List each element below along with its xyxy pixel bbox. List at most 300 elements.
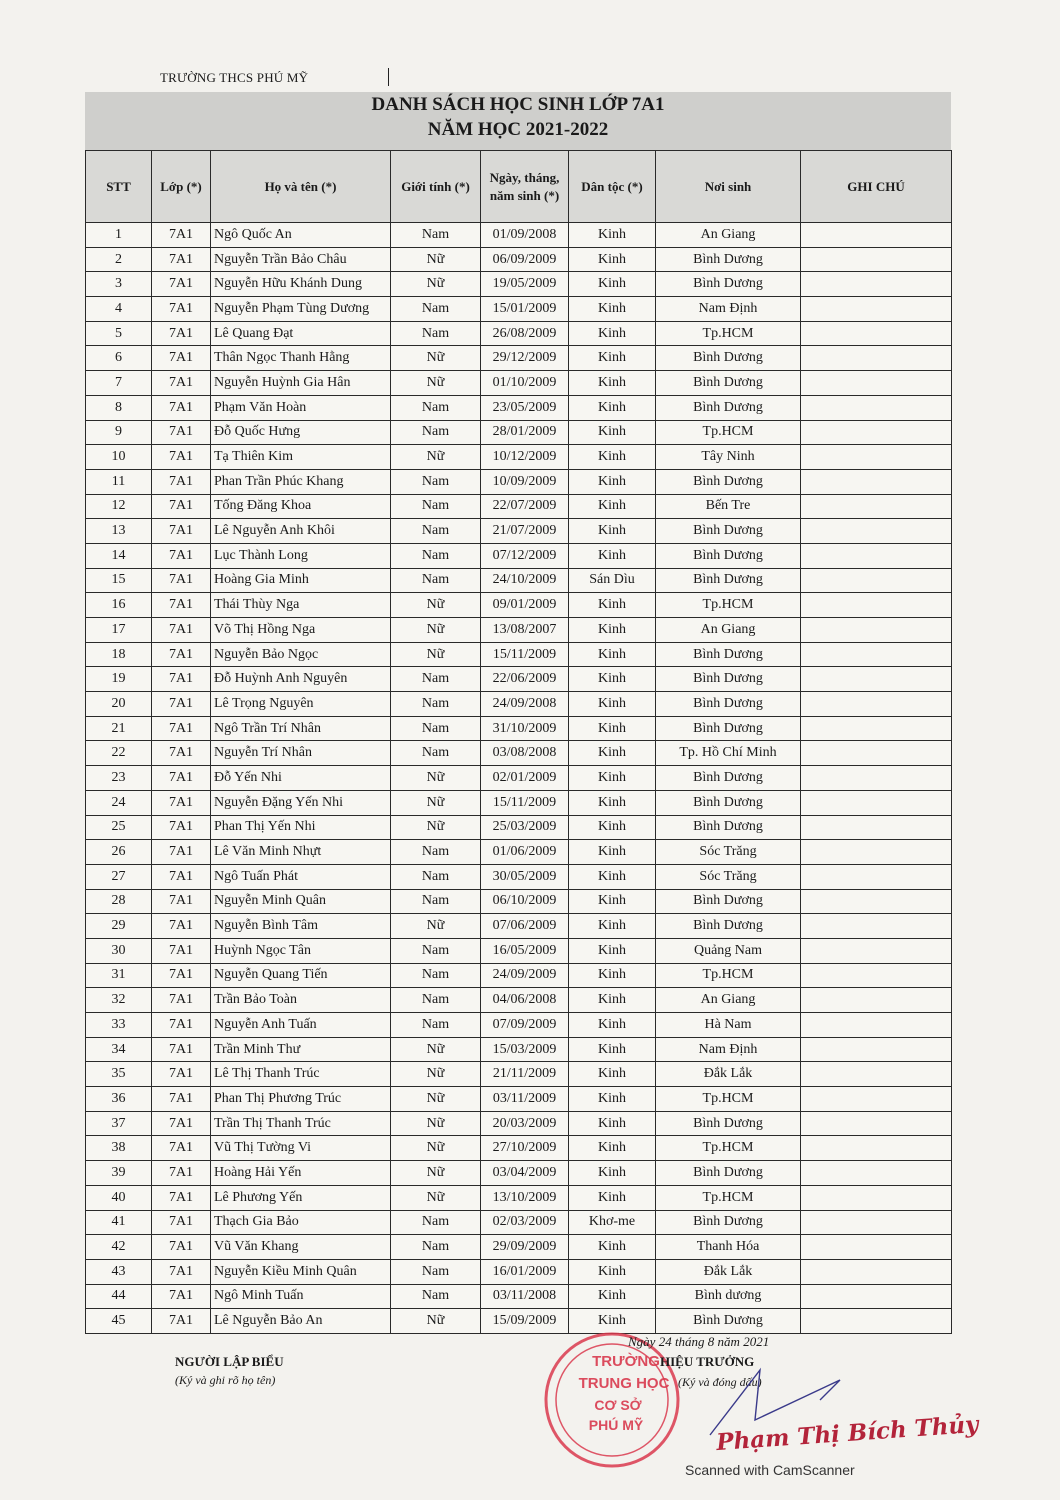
cell-name: Nguyễn Minh Quân [211,889,391,914]
cell-ethnicity: Kinh [569,988,656,1013]
cell-gender: Nam [391,692,481,717]
table-row [86,1309,952,1334]
table-row [86,593,952,618]
cell-stt: 20 [86,692,152,717]
cell-ethnicity: Kinh [569,247,656,272]
stamp-line-1: TRƯỜNG [592,1353,660,1370]
cell-birthplace: An Giang [656,988,801,1013]
cell-gender: Nam [391,223,481,248]
cell-name: Phan Thị Phương Trúc [211,1087,391,1112]
cell-class: 7A1 [152,1161,211,1186]
cell-birthdate: 16/05/2009 [481,938,569,963]
cell-name: Nguyễn Bình Tâm [211,914,391,939]
cell-gender: Nam [391,840,481,865]
cell-ethnicity: Kinh [569,445,656,470]
table-row [86,864,952,889]
cell-notes [801,445,952,470]
table-row [86,741,952,766]
cell-ethnicity: Kinh [569,223,656,248]
cell-class: 7A1 [152,494,211,519]
cell-ethnicity: Kinh [569,1136,656,1161]
col-header-ethnicity: Dân tộc (*) [569,151,656,223]
cell-ethnicity: Kinh [569,1037,656,1062]
cell-ethnicity: Kinh [569,1235,656,1260]
cell-birthplace: Tp.HCM [656,1136,801,1161]
cell-class: 7A1 [152,1210,211,1235]
cell-gender: Nữ [391,1062,481,1087]
cell-class: 7A1 [152,519,211,544]
table-row [86,692,952,717]
cell-birthplace: Bình Dương [656,568,801,593]
cell-gender: Nữ [391,1309,481,1334]
cell-class: 7A1 [152,692,211,717]
cell-notes [801,692,952,717]
cell-stt: 45 [86,1309,152,1334]
table-row [86,223,952,248]
cell-name: Ngô Minh Tuấn [211,1284,391,1309]
table-row [86,247,952,272]
cell-name: Nguyễn Đặng Yến Nhi [211,790,391,815]
cell-name: Nguyễn Bảo Ngọc [211,642,391,667]
cell-birthplace: Đắk Lắk [656,1259,801,1284]
cell-gender: Nam [391,297,481,322]
cell-stt: 38 [86,1136,152,1161]
cell-class: 7A1 [152,1309,211,1334]
cell-birthplace: Tp.HCM [656,593,801,618]
cell-gender: Nam [391,469,481,494]
cell-ethnicity: Kinh [569,395,656,420]
table-row [86,840,952,865]
cell-birthdate: 10/09/2009 [481,469,569,494]
cell-class: 7A1 [152,1111,211,1136]
cell-gender: Nam [391,864,481,889]
cell-stt: 6 [86,346,152,371]
cell-birthdate: 19/05/2009 [481,272,569,297]
cell-ethnicity: Kinh [569,321,656,346]
table-row [86,469,952,494]
cell-ethnicity: Kinh [569,1259,656,1284]
cell-birthplace: Bình Dương [656,1161,801,1186]
cell-gender: Nữ [391,1087,481,1112]
cell-name: Lê Văn Minh Nhựt [211,840,391,865]
table-row [86,568,952,593]
cell-birthplace: Bình Dương [656,692,801,717]
cell-birthplace: Bình Dương [656,766,801,791]
cell-gender: Nam [391,395,481,420]
cell-birthdate: 15/09/2009 [481,1309,569,1334]
cell-birthdate: 07/06/2009 [481,914,569,939]
cell-notes [801,988,952,1013]
cell-name: Ngô Quốc An [211,223,391,248]
table-row [86,889,952,914]
cell-ethnicity: Kinh [569,519,656,544]
cell-birthdate: 15/11/2009 [481,642,569,667]
cell-stt: 23 [86,766,152,791]
cell-class: 7A1 [152,445,211,470]
cell-birthdate: 20/03/2009 [481,1111,569,1136]
cell-class: 7A1 [152,963,211,988]
cell-class: 7A1 [152,938,211,963]
cell-birthdate: 15/01/2009 [481,297,569,322]
table-row [86,1259,952,1284]
cell-gender: Nữ [391,1161,481,1186]
principal-role: HIỆU TRƯỞNG [660,1354,755,1369]
cell-name: Thân Ngọc Thanh Hằng [211,346,391,371]
cell-gender: Nữ [391,371,481,396]
cell-birthdate: 01/10/2009 [481,371,569,396]
cell-birthdate: 15/11/2009 [481,790,569,815]
cell-birthdate: 22/06/2009 [481,667,569,692]
cell-class: 7A1 [152,864,211,889]
student-table [85,150,952,1334]
cell-ethnicity: Kinh [569,272,656,297]
cell-birthplace: Bình Dương [656,790,801,815]
cell-ethnicity: Kinh [569,593,656,618]
cell-birthdate: 13/10/2009 [481,1185,569,1210]
cell-stt: 29 [86,914,152,939]
cell-birthdate: 03/08/2008 [481,741,569,766]
cell-birthdate: 31/10/2009 [481,716,569,741]
cell-birthplace: Sóc Trăng [656,864,801,889]
cell-ethnicity: Kinh [569,815,656,840]
table-row [86,766,952,791]
cell-ethnicity: Kinh [569,346,656,371]
cell-name: Hoàng Gia Minh [211,568,391,593]
cell-name: Trần Bảo Toàn [211,988,391,1013]
cell-class: 7A1 [152,840,211,865]
cell-birthplace: Đắk Lắk [656,1062,801,1087]
cell-birthdate: 26/08/2009 [481,321,569,346]
cell-gender: Nam [391,568,481,593]
cell-birthplace: Bình Dương [656,642,801,667]
cell-gender: Nữ [391,272,481,297]
cell-class: 7A1 [152,1087,211,1112]
stamp-line-2: TRUNG HỌC [578,1375,670,1392]
cell-gender: Nữ [391,1185,481,1210]
cell-class: 7A1 [152,1235,211,1260]
cell-notes [801,223,952,248]
cell-class: 7A1 [152,815,211,840]
cell-gender: Nữ [391,247,481,272]
table-row [86,420,952,445]
cell-notes [801,1087,952,1112]
cell-gender: Nam [391,963,481,988]
cell-ethnicity: Kinh [569,1161,656,1186]
table-row [86,1037,952,1062]
cell-birthdate: 13/08/2007 [481,618,569,643]
cell-class: 7A1 [152,543,211,568]
stamp-line-3: CƠ SỞ [594,1397,642,1413]
col-header-notes: GHI CHÚ [801,151,952,223]
table-row [86,914,952,939]
cell-notes [801,395,952,420]
cell-gender: Nữ [391,346,481,371]
cell-birthplace: Tây Ninh [656,445,801,470]
cell-notes [801,766,952,791]
cell-stt: 34 [86,1037,152,1062]
cell-gender: Nữ [391,1136,481,1161]
cell-gender: Nam [391,938,481,963]
cell-stt: 30 [86,938,152,963]
cell-notes [801,1185,952,1210]
signing-date: Ngày 24 tháng 8 năm 2021 [628,1334,770,1349]
cell-class: 7A1 [152,1136,211,1161]
cell-name: Đỗ Huỳnh Anh Nguyên [211,667,391,692]
cell-name: Vũ Thị Tường Vi [211,1136,391,1161]
cell-name: Lê Nguyễn Bảo An [211,1309,391,1334]
cell-birthdate: 29/12/2009 [481,346,569,371]
cell-stt: 40 [86,1185,152,1210]
cell-birthplace: Bình Dương [656,815,801,840]
cell-stt: 35 [86,1062,152,1087]
cell-name: Trần Thị Thanh Trúc [211,1111,391,1136]
cell-gender: Nam [391,420,481,445]
cell-gender: Nam [391,519,481,544]
cell-gender: Nữ [391,1111,481,1136]
cell-notes [801,371,952,396]
cell-notes [801,568,952,593]
cell-birthplace: Bình Dương [656,519,801,544]
cell-class: 7A1 [152,247,211,272]
table-row [86,1013,952,1038]
cell-notes [801,1161,952,1186]
cell-class: 7A1 [152,1185,211,1210]
cell-birthplace: Tp.HCM [656,1185,801,1210]
cell-class: 7A1 [152,346,211,371]
cell-birthplace: Bình Dương [656,469,801,494]
cell-stt: 36 [86,1087,152,1112]
cell-class: 7A1 [152,889,211,914]
cell-gender: Nam [391,1210,481,1235]
school-year: NĂM HỌC 2021-2022 [427,119,609,140]
cell-notes [801,864,952,889]
cell-ethnicity: Kinh [569,692,656,717]
school-name: TRƯỜNG THCS PHÚ MỸ [160,70,309,85]
cell-stt: 11 [86,469,152,494]
cell-birthdate: 23/05/2009 [481,395,569,420]
cell-ethnicity: Sán Dìu [569,568,656,593]
table-row [86,938,952,963]
table-row [86,519,952,544]
cell-birthdate: 02/03/2009 [481,1210,569,1235]
cell-birthdate: 15/03/2009 [481,1037,569,1062]
cell-birthplace: Bình Dương [656,371,801,396]
table-row [86,297,952,322]
preparer-hint: (Ký và ghi rõ họ tên) [175,1373,276,1387]
cell-class: 7A1 [152,618,211,643]
cell-birthdate: 27/10/2009 [481,1136,569,1161]
cell-gender: Nam [391,321,481,346]
cell-stt: 39 [86,1161,152,1186]
cell-name: Nguyễn Kiều Minh Quân [211,1259,391,1284]
cell-notes [801,1037,952,1062]
cell-stt: 4 [86,297,152,322]
cell-stt: 14 [86,543,152,568]
cell-gender: Nam [391,1284,481,1309]
cell-birthdate: 06/10/2009 [481,889,569,914]
cell-stt: 37 [86,1111,152,1136]
cell-class: 7A1 [152,568,211,593]
cell-stt: 5 [86,321,152,346]
cell-gender: Nữ [391,815,481,840]
cell-class: 7A1 [152,469,211,494]
cell-ethnicity: Kinh [569,914,656,939]
cell-stt: 33 [86,1013,152,1038]
cell-class: 7A1 [152,1284,211,1309]
preparer-role: NGƯỜI LẬP BIỂU [175,1354,284,1369]
principal-hint: (Ký và đóng dấu) [678,1375,762,1389]
cell-notes [801,1235,952,1260]
cell-ethnicity: Kinh [569,889,656,914]
cell-notes [801,247,952,272]
cell-notes [801,420,952,445]
cell-notes [801,642,952,667]
cell-notes [801,519,952,544]
cell-ethnicity: Kinh [569,667,656,692]
table-row [86,371,952,396]
cell-name: Huỳnh Ngọc Tân [211,938,391,963]
cell-stt: 17 [86,618,152,643]
col-header-stt: STT [86,151,152,223]
cell-ethnicity: Kinh [569,543,656,568]
table-row [86,1161,952,1186]
cell-stt: 25 [86,815,152,840]
cell-name: Ngô Tuấn Phát [211,864,391,889]
cell-birthplace: Bến Tre [656,494,801,519]
cell-name: Võ Thị Hồng Nga [211,618,391,643]
cell-notes [801,1111,952,1136]
table-row [86,543,952,568]
cell-name: Tạ Thiên Kim [211,445,391,470]
cell-ethnicity: Kinh [569,1062,656,1087]
cell-birthdate: 10/12/2009 [481,445,569,470]
cell-notes [801,297,952,322]
cell-notes [801,469,952,494]
cell-notes [801,1259,952,1284]
stamp-line-4: PHÚ MỸ [588,1417,644,1433]
cell-birthdate: 24/10/2009 [481,568,569,593]
cell-birthdate: 24/09/2009 [481,963,569,988]
cell-gender: Nữ [391,593,481,618]
cell-ethnicity: Kinh [569,642,656,667]
table-row [86,1284,952,1309]
table-row [86,716,952,741]
cell-notes [801,321,952,346]
cell-birthdate: 04/06/2008 [481,988,569,1013]
cell-class: 7A1 [152,988,211,1013]
table-row [86,642,952,667]
cell-birthplace: Tp.HCM [656,420,801,445]
cell-notes [801,1309,952,1334]
cell-class: 7A1 [152,395,211,420]
cell-name: Nguyễn Quang Tiến [211,963,391,988]
cell-name: Phan Trần Phúc Khang [211,469,391,494]
cell-notes [801,593,952,618]
cell-birthplace: Bình Dương [656,1309,801,1334]
cell-name: Vũ Văn Khang [211,1235,391,1260]
cell-class: 7A1 [152,716,211,741]
cell-birthplace: Bình Dương [656,543,801,568]
cell-gender: Nam [391,716,481,741]
table-row [86,1062,952,1087]
cell-stt: 2 [86,247,152,272]
cell-gender: Nữ [391,642,481,667]
cell-gender: Nam [391,667,481,692]
cell-gender: Nam [391,543,481,568]
cell-birthdate: 21/07/2009 [481,519,569,544]
cell-class: 7A1 [152,321,211,346]
cell-birthplace: Sóc Trăng [656,840,801,865]
cell-notes [801,543,952,568]
cell-stt: 42 [86,1235,152,1260]
cell-name: Lê Quang Đạt [211,321,391,346]
cell-birthdate: 24/09/2008 [481,692,569,717]
cell-notes [801,716,952,741]
cell-name: Nguyễn Trí Nhân [211,741,391,766]
cell-notes [801,1136,952,1161]
cell-birthdate: 21/11/2009 [481,1062,569,1087]
table-row [86,272,952,297]
cell-notes [801,1210,952,1235]
cell-class: 7A1 [152,790,211,815]
cell-stt: 44 [86,1284,152,1309]
cell-ethnicity: Kinh [569,1087,656,1112]
cell-birthdate: 22/07/2009 [481,494,569,519]
table-row [86,963,952,988]
cell-ethnicity: Kinh [569,420,656,445]
cell-stt: 31 [86,963,152,988]
col-header-name: Họ và tên (*) [211,151,391,223]
cell-name: Nguyễn Anh Tuấn [211,1013,391,1038]
cell-name: Lục Thành Long [211,543,391,568]
cell-gender: Nam [391,1013,481,1038]
table-row [86,815,952,840]
cell-name: Nguyễn Hữu Khánh Dung [211,272,391,297]
cell-birthplace: Nam Định [656,297,801,322]
cell-ethnicity: Kinh [569,371,656,396]
cell-birthplace: Bình Dương [656,1111,801,1136]
cell-notes [801,667,952,692]
table-header-row [86,151,952,223]
table-row [86,445,952,470]
cell-birthplace: Tp.HCM [656,1087,801,1112]
cell-birthplace: Bình Dương [656,346,801,371]
cell-birthplace: Nam Định [656,1037,801,1062]
cell-name: Đỗ Yến Nhi [211,766,391,791]
table-row [86,1235,952,1260]
cell-stt: 18 [86,642,152,667]
cell-class: 7A1 [152,1013,211,1038]
cell-birthplace: Tp.HCM [656,963,801,988]
cell-class: 7A1 [152,766,211,791]
cell-name: Lê Trọng Nguyên [211,692,391,717]
cell-notes [801,790,952,815]
cell-birthplace: Hà Nam [656,1013,801,1038]
cell-birthdate: 07/12/2009 [481,543,569,568]
cell-class: 7A1 [152,593,211,618]
table-row [86,1087,952,1112]
cell-notes [801,494,952,519]
cell-birthdate: 03/04/2009 [481,1161,569,1186]
cell-stt: 24 [86,790,152,815]
cell-class: 7A1 [152,741,211,766]
cell-birthdate: 02/01/2009 [481,766,569,791]
table-row [86,494,952,519]
cell-notes [801,815,952,840]
cell-ethnicity: Kinh [569,1185,656,1210]
cell-stt: 13 [86,519,152,544]
cell-ethnicity: Kinh [569,864,656,889]
